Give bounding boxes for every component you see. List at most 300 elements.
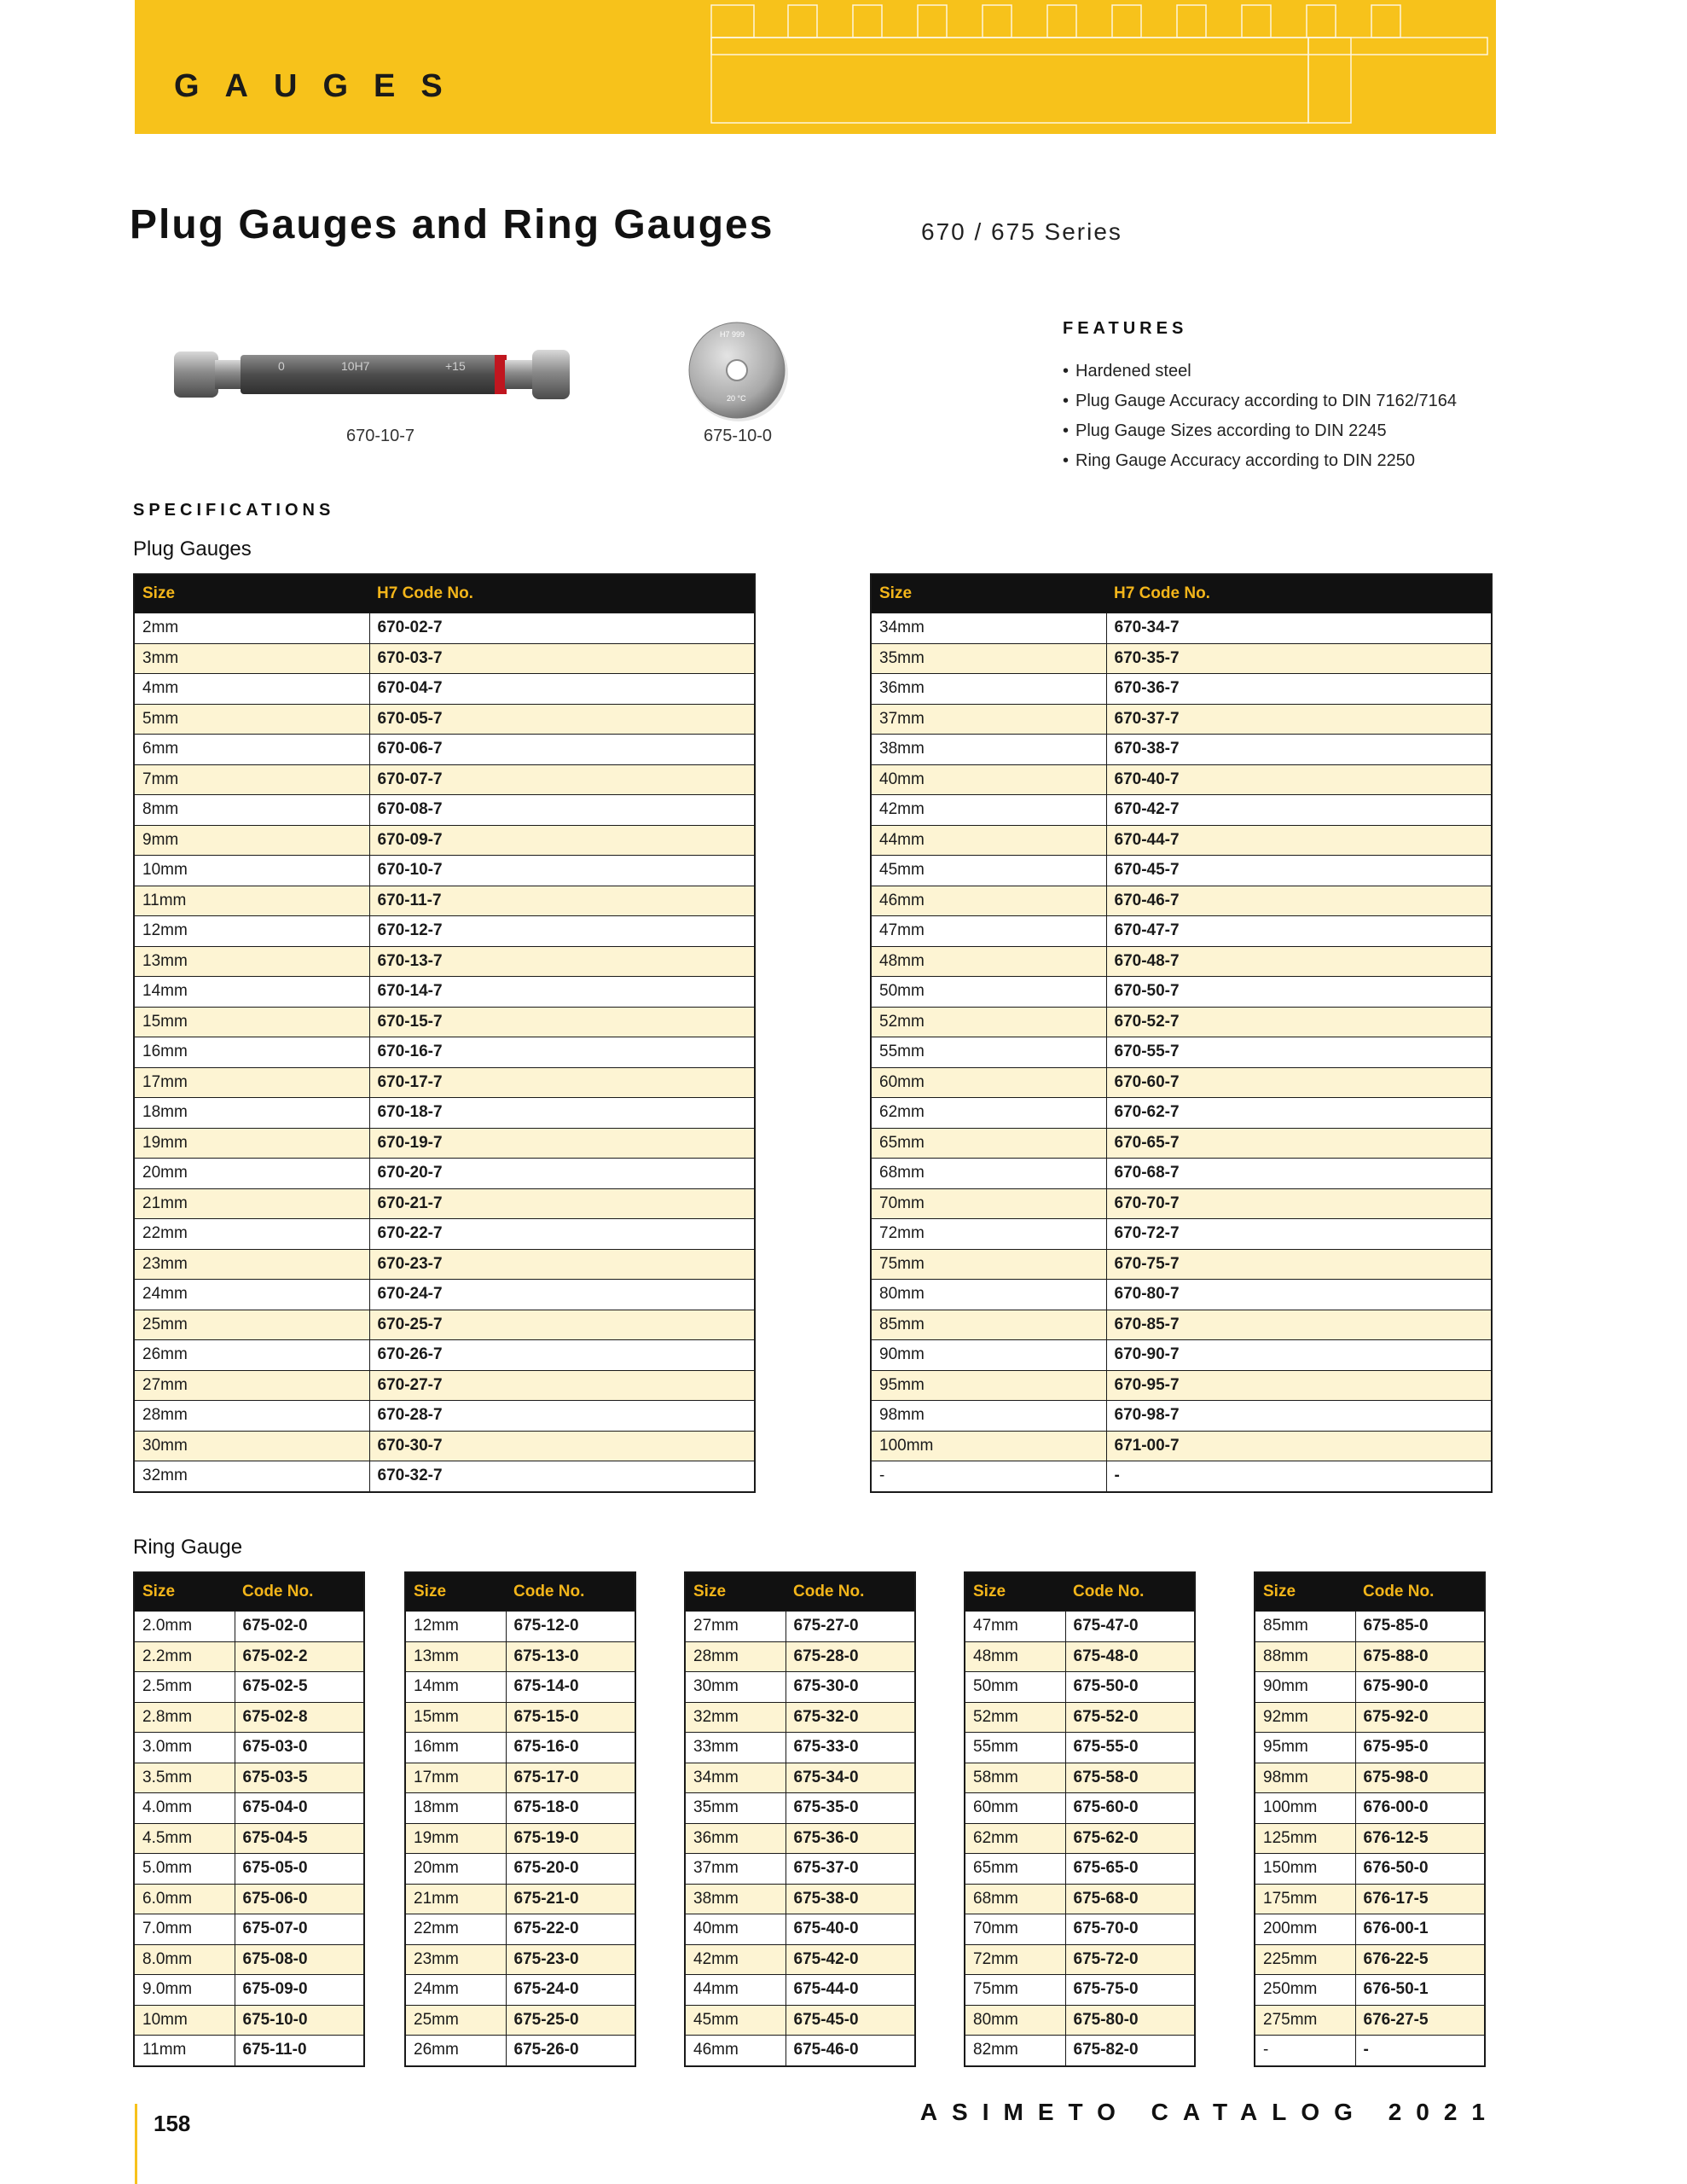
table-row [965, 1823, 1195, 1854]
code-cell: 670-90-7 [1106, 1340, 1492, 1371]
size-cell: 5.0mm [134, 1854, 235, 1885]
ring-gauge-table-2 [404, 1571, 636, 2067]
table-row [685, 1702, 915, 1733]
code-cell: 670-22-7 [369, 1219, 755, 1250]
size-cell: 15mm [134, 1007, 369, 1037]
size-cell: 36mm [871, 674, 1106, 705]
table-row [1255, 2036, 1485, 2066]
size-cell: 30mm [685, 1672, 786, 1703]
table-row [134, 735, 755, 765]
table-row [134, 1823, 364, 1854]
code-cell: 675-03-5 [235, 1763, 364, 1793]
code-cell: 675-04-5 [235, 1823, 364, 1854]
code-cell: 670-32-7 [369, 1461, 755, 1492]
size-cell: 32mm [685, 1702, 786, 1733]
size-cell: 42mm [871, 795, 1106, 826]
code-cell: 670-09-7 [369, 825, 755, 856]
size-cell: 60mm [965, 1793, 1065, 1824]
code-cell: 675-04-0 [235, 1793, 364, 1824]
size-cell: 10mm [134, 856, 369, 886]
size-cell: 12mm [134, 916, 369, 947]
table-row [134, 1612, 364, 1642]
ring-engraving-top: H7 999 [720, 330, 745, 339]
size-cell: 68mm [965, 1884, 1065, 1914]
code-cell: 670-19-7 [369, 1128, 755, 1159]
size-cell: 2.5mm [134, 1672, 235, 1703]
table-row [871, 674, 1492, 705]
table-row [1255, 1793, 1485, 1824]
size-cell: 17mm [405, 1763, 506, 1793]
code-cell: 675-52-0 [1065, 1702, 1195, 1733]
size-cell: 90mm [1255, 1672, 1355, 1703]
code-cell: 675-09-0 [235, 1975, 364, 2006]
size-cell: 21mm [405, 1884, 506, 1914]
code-cell: 670-07-7 [369, 764, 755, 795]
plug-gauges-label: Plug Gauges [133, 537, 252, 561]
code-cell: 670-98-7 [1106, 1401, 1492, 1432]
ring-gauge-table-3 [684, 1571, 916, 2067]
code-cell: 676-22-5 [1355, 1944, 1485, 1975]
table-row [685, 1914, 915, 1945]
code-cell: 675-20-0 [506, 1854, 635, 1885]
size-cell: 26mm [134, 1340, 369, 1371]
code-cell: 670-48-7 [1106, 946, 1492, 977]
code-cell: 675-92-0 [1355, 1702, 1485, 1733]
size-column-header: Size [134, 1572, 235, 1612]
code-column-header: H7 Code No. [1106, 574, 1492, 613]
code-cell: 675-33-0 [786, 1733, 915, 1763]
code-cell: 675-28-0 [786, 1641, 915, 1672]
code-cell: 675-16-0 [506, 1733, 635, 1763]
size-cell: 20mm [405, 1854, 506, 1885]
table-row [685, 1944, 915, 1975]
size-cell: 34mm [685, 1763, 786, 1793]
table-row [134, 1340, 755, 1371]
size-cell: 62mm [965, 1823, 1065, 1854]
table-row [134, 1007, 755, 1037]
code-cell: 675-32-0 [786, 1702, 915, 1733]
table-row [405, 1914, 635, 1945]
features-heading: FEATURES [1063, 319, 1188, 338]
table-row [1255, 1702, 1485, 1733]
table-row [1255, 1944, 1485, 1975]
size-cell: 44mm [871, 825, 1106, 856]
table-row [134, 886, 755, 916]
size-cell: 2.8mm [134, 1702, 235, 1733]
table-row [871, 704, 1492, 735]
table-row [134, 1733, 364, 1763]
table-row [134, 1914, 364, 1945]
code-cell: 675-48-0 [1065, 1641, 1195, 1672]
code-cell: 675-62-0 [1065, 1823, 1195, 1854]
code-cell: 675-60-0 [1065, 1793, 1195, 1824]
code-cell: 670-42-7 [1106, 795, 1492, 826]
size-cell: 70mm [871, 1188, 1106, 1219]
specifications-heading: SPECIFICATIONS [133, 501, 335, 520]
size-cell: 3.5mm [134, 1763, 235, 1793]
table-row [134, 795, 755, 826]
size-cell: - [1255, 2036, 1355, 2066]
code-cell: 670-25-7 [369, 1310, 755, 1340]
size-cell: 50mm [871, 977, 1106, 1008]
table-row [134, 916, 755, 947]
size-cell: 58mm [965, 1763, 1065, 1793]
size-cell: 100mm [871, 1431, 1106, 1461]
size-cell: - [871, 1461, 1106, 1492]
table-row [871, 1159, 1492, 1189]
code-cell: 671-00-7 [1106, 1431, 1492, 1461]
table-row [405, 1702, 635, 1733]
size-cell: 16mm [405, 1733, 506, 1763]
code-cell: 675-75-0 [1065, 1975, 1195, 2006]
table-row [871, 1128, 1492, 1159]
code-cell: 675-30-0 [786, 1672, 915, 1703]
code-cell: 675-55-0 [1065, 1733, 1195, 1763]
table-row [405, 1944, 635, 1975]
code-cell: 675-68-0 [1065, 1884, 1195, 1914]
size-cell: 3.0mm [134, 1733, 235, 1763]
size-cell: 35mm [871, 643, 1106, 674]
table-row [405, 2005, 635, 2036]
table-row [965, 1733, 1195, 1763]
size-cell: 24mm [405, 1975, 506, 2006]
table-row [871, 764, 1492, 795]
size-cell: 4.0mm [134, 1793, 235, 1824]
table-row [1255, 1914, 1485, 1945]
code-cell: 675-27-0 [786, 1612, 915, 1642]
code-cell: 670-27-7 [369, 1370, 755, 1401]
header-banner [135, 0, 1496, 134]
table-row [965, 1793, 1195, 1824]
table-row [1255, 1975, 1485, 2006]
size-cell: 46mm [871, 886, 1106, 916]
size-cell: 150mm [1255, 1854, 1355, 1885]
size-cell: 55mm [871, 1037, 1106, 1068]
size-cell: 16mm [134, 1037, 369, 1068]
table-row [1255, 1612, 1485, 1642]
ring-gauge-table-4 [964, 1571, 1196, 2067]
code-cell: 675-02-8 [235, 1702, 364, 1733]
page-title: Plug Gauges and Ring Gauges [130, 202, 774, 247]
table-row [871, 1067, 1492, 1098]
size-cell: 50mm [965, 1672, 1065, 1703]
size-cell: 45mm [685, 2005, 786, 2036]
size-cell: 15mm [405, 1702, 506, 1733]
code-cell: 670-14-7 [369, 977, 755, 1008]
table-header-row [965, 1572, 1195, 1612]
size-cell: 82mm [965, 2036, 1065, 2066]
table-row [965, 1975, 1195, 2006]
table-row [134, 1763, 364, 1793]
code-cell: 675-35-0 [786, 1793, 915, 1824]
table-row [134, 674, 755, 705]
code-cell: 670-72-7 [1106, 1219, 1492, 1250]
size-cell: 35mm [685, 1793, 786, 1824]
table-row [134, 946, 755, 977]
size-cell: 52mm [871, 1007, 1106, 1037]
size-cell: 18mm [134, 1098, 369, 1129]
table-row [871, 825, 1492, 856]
size-cell: 17mm [134, 1067, 369, 1098]
size-cell: 2.2mm [134, 1641, 235, 1672]
table-row [685, 1823, 915, 1854]
size-cell: 7.0mm [134, 1914, 235, 1945]
code-cell: 670-80-7 [1106, 1280, 1492, 1310]
table-row [405, 1672, 635, 1703]
table-row [871, 1188, 1492, 1219]
code-cell: 670-21-7 [369, 1188, 755, 1219]
code-cell: 670-02-7 [369, 613, 755, 644]
code-cell: 676-12-5 [1355, 1823, 1485, 1854]
size-cell: 13mm [134, 946, 369, 977]
code-cell: 675-07-0 [235, 1914, 364, 1945]
code-column-header: Code No. [235, 1572, 364, 1612]
table-row [965, 1854, 1195, 1885]
size-cell: 11mm [134, 2036, 235, 2066]
code-cell: 670-36-7 [1106, 674, 1492, 705]
code-cell: 675-34-0 [786, 1763, 915, 1793]
ring-gauge-table-1 [133, 1571, 365, 2067]
table-row [1255, 1672, 1485, 1703]
code-cell: 670-62-7 [1106, 1098, 1492, 1129]
code-cell: 675-17-0 [506, 1763, 635, 1793]
size-cell: 18mm [405, 1793, 506, 1824]
code-cell: 670-18-7 [369, 1098, 755, 1129]
code-cell: 670-15-7 [369, 1007, 755, 1037]
code-cell: 675-50-0 [1065, 1672, 1195, 1703]
table-row [405, 1612, 635, 1642]
size-cell: 38mm [685, 1884, 786, 1914]
table-row [405, 1823, 635, 1854]
size-cell: 48mm [965, 1641, 1065, 1672]
table-row [134, 1702, 364, 1733]
code-cell: 670-10-7 [369, 856, 755, 886]
code-cell: 670-03-7 [369, 643, 755, 674]
size-cell: 8mm [134, 795, 369, 826]
code-cell: 675-80-0 [1065, 2005, 1195, 2036]
code-cell: 670-45-7 [1106, 856, 1492, 886]
footer-accent-line [135, 2104, 137, 2184]
code-cell: 670-30-7 [369, 1431, 755, 1461]
size-cell: 95mm [1255, 1733, 1355, 1763]
table-row [134, 1280, 755, 1310]
code-cell: 670-24-7 [369, 1280, 755, 1310]
size-cell: 75mm [965, 1975, 1065, 2006]
size-cell: 88mm [1255, 1641, 1355, 1672]
size-cell: 40mm [685, 1914, 786, 1945]
plug-gauge-table-left [133, 573, 756, 1493]
code-cell: 670-52-7 [1106, 1007, 1492, 1037]
code-cell: 670-08-7 [369, 795, 755, 826]
code-cell: 675-47-0 [1065, 1612, 1195, 1642]
table-row [871, 1219, 1492, 1250]
table-row [871, 735, 1492, 765]
code-cell: 670-47-7 [1106, 916, 1492, 947]
code-cell: 675-40-0 [786, 1914, 915, 1945]
table-row [871, 1340, 1492, 1371]
table-header-row [405, 1572, 635, 1612]
size-cell: 80mm [871, 1280, 1106, 1310]
feature-item: • Plug Gauge Accuracy according to DIN 7162/7164 [1063, 386, 1457, 416]
code-cell: 675-02-0 [235, 1612, 364, 1642]
table-row [134, 1219, 755, 1250]
size-cell: 225mm [1255, 1944, 1355, 1975]
code-cell: 675-18-0 [506, 1793, 635, 1824]
code-cell: 675-08-0 [235, 1944, 364, 1975]
size-cell: 27mm [685, 1612, 786, 1642]
code-cell: 675-36-0 [786, 1823, 915, 1854]
code-cell: 670-65-7 [1106, 1128, 1492, 1159]
plug-gauge-image [171, 341, 588, 410]
code-cell: 676-17-5 [1355, 1884, 1485, 1914]
code-cell: 675-19-0 [506, 1823, 635, 1854]
size-cell: 125mm [1255, 1823, 1355, 1854]
code-cell: 670-05-7 [369, 704, 755, 735]
size-cell: 4.5mm [134, 1823, 235, 1854]
size-cell: 25mm [405, 2005, 506, 2036]
table-row [134, 1854, 364, 1885]
table-row [871, 886, 1492, 916]
size-cell: 250mm [1255, 1975, 1355, 2006]
code-cell: 675-95-0 [1355, 1733, 1485, 1763]
table-row [134, 1641, 364, 1672]
code-cell: 675-25-0 [506, 2005, 635, 2036]
code-cell: 670-46-7 [1106, 886, 1492, 916]
size-cell: 92mm [1255, 1702, 1355, 1733]
size-cell: 44mm [685, 1975, 786, 2006]
code-cell: 670-38-7 [1106, 735, 1492, 765]
table-header-row [134, 1572, 364, 1612]
size-cell: 47mm [871, 916, 1106, 947]
code-cell: 675-21-0 [506, 1884, 635, 1914]
table-row [134, 825, 755, 856]
size-cell: 23mm [405, 1944, 506, 1975]
code-cell: 670-85-7 [1106, 1310, 1492, 1340]
table-row [134, 1067, 755, 1098]
code-cell: 675-44-0 [786, 1975, 915, 2006]
size-cell: 13mm [405, 1641, 506, 1672]
size-cell: 65mm [871, 1128, 1106, 1159]
size-cell: 12mm [405, 1612, 506, 1642]
table-row [1255, 1641, 1485, 1672]
ring-engraving-bottom: 20 °C [727, 394, 746, 403]
table-row [685, 1641, 915, 1672]
size-cell: 95mm [871, 1370, 1106, 1401]
size-cell: 14mm [134, 977, 369, 1008]
section-title: GAUGES [174, 68, 468, 104]
feature-item: • Hardened steel [1063, 357, 1457, 386]
table-row [871, 1461, 1492, 1492]
code-cell: 670-20-7 [369, 1159, 755, 1189]
size-cell: 85mm [871, 1310, 1106, 1340]
size-cell: 6mm [134, 735, 369, 765]
size-cell: 8.0mm [134, 1944, 235, 1975]
size-cell: 38mm [871, 735, 1106, 765]
size-cell: 23mm [134, 1249, 369, 1280]
code-cell: 670-11-7 [369, 886, 755, 916]
code-column-header: Code No. [1065, 1572, 1195, 1612]
code-cell: 675-05-0 [235, 1854, 364, 1885]
size-cell: 68mm [871, 1159, 1106, 1189]
table-row [685, 1975, 915, 2006]
code-cell: 675-45-0 [786, 2005, 915, 2036]
features-list [1063, 357, 1457, 476]
code-cell: 670-26-7 [369, 1340, 755, 1371]
code-cell: 675-02-5 [235, 1672, 364, 1703]
code-cell: 670-50-7 [1106, 977, 1492, 1008]
code-cell: 670-37-7 [1106, 704, 1492, 735]
table-row [134, 1672, 364, 1703]
engraving-zero: 0 [278, 359, 285, 373]
code-cell: 670-75-7 [1106, 1249, 1492, 1280]
code-cell: 676-27-5 [1355, 2005, 1485, 2036]
code-cell: 670-13-7 [369, 946, 755, 977]
size-cell: 4mm [134, 674, 369, 705]
table-row [405, 1763, 635, 1793]
table-row [1255, 2005, 1485, 2036]
size-cell: 55mm [965, 1733, 1065, 1763]
code-cell: 675-58-0 [1065, 1763, 1195, 1793]
table-row [685, 1733, 915, 1763]
table-header-row [134, 574, 755, 613]
table-row [134, 1975, 364, 2006]
code-cell: 675-42-0 [786, 1944, 915, 1975]
table-row [134, 1370, 755, 1401]
size-cell: 19mm [405, 1823, 506, 1854]
size-column-header: Size [685, 1572, 786, 1612]
code-cell: 670-06-7 [369, 735, 755, 765]
size-cell: 24mm [134, 1280, 369, 1310]
size-cell: 48mm [871, 946, 1106, 977]
size-cell: 34mm [871, 613, 1106, 644]
table-row [871, 1037, 1492, 1068]
table-row [965, 2036, 1195, 2066]
table-row [134, 1884, 364, 1914]
table-row [871, 643, 1492, 674]
code-cell: 675-12-0 [506, 1612, 635, 1642]
table-row [965, 1612, 1195, 1642]
table-row [405, 1733, 635, 1763]
size-cell: 47mm [965, 1612, 1065, 1642]
table-row [685, 1854, 915, 1885]
size-cell: 27mm [134, 1370, 369, 1401]
table-row [965, 1672, 1195, 1703]
code-column-header: H7 Code No. [369, 574, 755, 613]
code-cell: 670-40-7 [1106, 764, 1492, 795]
table-row [405, 1854, 635, 1885]
code-cell: 675-46-0 [786, 2036, 915, 2066]
code-cell: 675-23-0 [506, 1944, 635, 1975]
table-row [405, 1793, 635, 1824]
table-header-row [685, 1572, 915, 1612]
size-cell: 33mm [685, 1733, 786, 1763]
size-cell: 25mm [134, 1310, 369, 1340]
code-cell: 675-37-0 [786, 1854, 915, 1885]
size-cell: 14mm [405, 1672, 506, 1703]
table-row [871, 1401, 1492, 1432]
code-cell: 670-35-7 [1106, 643, 1492, 674]
code-cell: 675-13-0 [506, 1641, 635, 1672]
size-cell: 72mm [871, 1219, 1106, 1250]
catalog-brand: ASIMETO CATALOG 2021 [919, 2099, 1499, 2125]
table-row [134, 856, 755, 886]
code-cell: 675-85-0 [1355, 1612, 1485, 1642]
code-cell: 675-11-0 [235, 2036, 364, 2066]
size-cell: 6.0mm [134, 1884, 235, 1914]
size-cell: 28mm [685, 1641, 786, 1672]
table-row [685, 1612, 915, 1642]
table-row [1255, 1763, 1485, 1793]
